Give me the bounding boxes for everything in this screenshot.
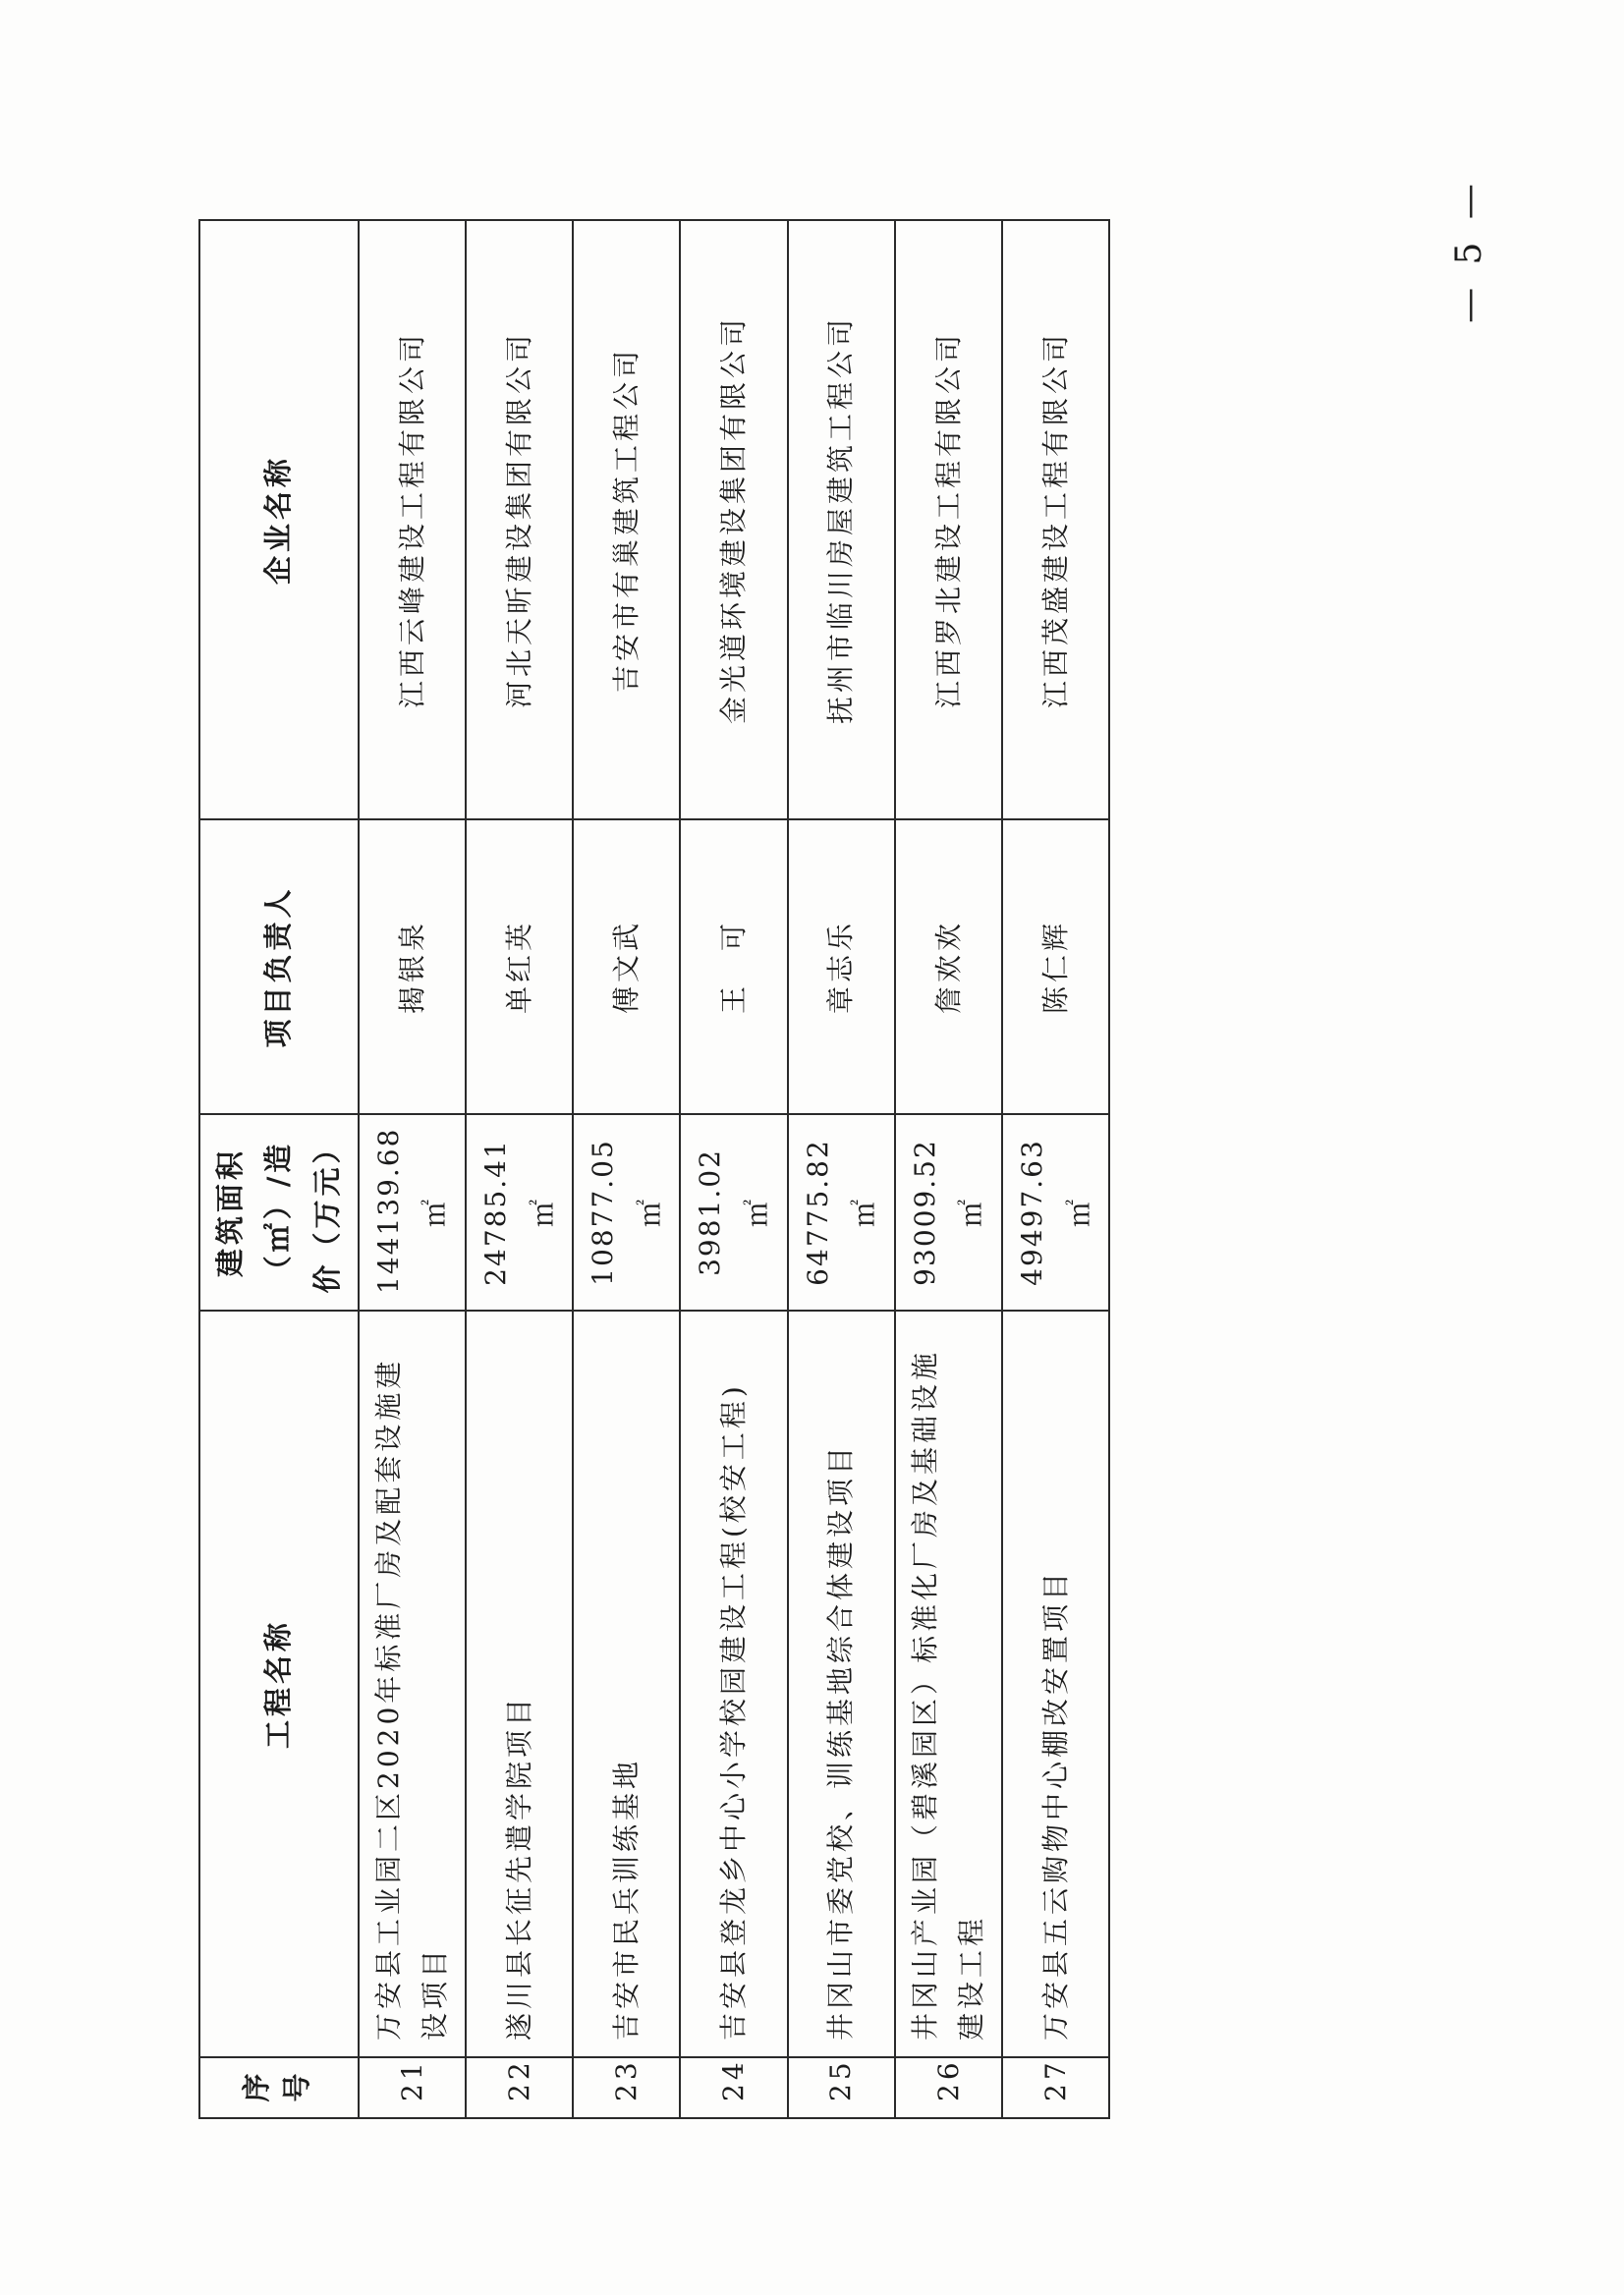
cell-area-cost: 3981.02 ㎡ [680,1114,787,1311]
cell-project-name: 万安县工业园二区2020年标准厂房及配套设施建设项目 [359,1311,466,2057]
table-row [895,220,1002,2118]
cell-area-cost: 49497.63 ㎡ [1002,1114,1109,1311]
cell-seq: 26 [895,2057,1002,2118]
cell-company: 抚州市临川房屋建筑工程公司 [788,220,895,819]
rotated-table-container [198,221,1095,2119]
cell-area-cost: 24785.41 ㎡ [466,1114,573,1311]
cell-area-cost: 64775.82 ㎡ [788,1114,895,1311]
cell-project-name: 井冈山产业园（碧溪园区）标准化厂房及基础设施建设工程 [895,1311,1002,2057]
page-number: — 5 — [1449,178,1489,323]
table-header-row [199,220,359,2118]
table-row [788,220,895,2118]
cell-company: 河北天昕建设集团有限公司 [466,220,573,819]
project-table-wrapper [198,221,1095,2119]
cell-project-name: 吉安市民兵训练基地 [573,1311,680,2057]
cell-company: 江西茂盛建设工程有限公司 [1002,220,1109,819]
cell-seq: 24 [680,2057,787,2118]
project-table [198,219,1110,2119]
table-row [359,220,466,2118]
table-row [680,220,787,2118]
cell-seq: 22 [466,2057,573,2118]
cell-seq: 25 [788,2057,895,2118]
cell-area-cost: 93009.52 ㎡ [895,1114,1002,1311]
cell-company: 江西云峰建设工程有限公司 [359,220,466,819]
cell-manager: 王 可 [680,819,787,1114]
cell-manager: 陈仁辉 [1002,819,1109,1114]
header-company: 企业名称 [199,220,359,819]
cell-manager: 揭银泉 [359,819,466,1114]
cell-company: 金光道环境建设集团有限公司 [680,220,787,819]
cell-seq: 27 [1002,2057,1109,2118]
cell-project-name: 吉安县登龙乡中心小学校园建设工程(校安工程) [680,1311,787,2057]
header-manager: 项目负责人 [199,819,359,1114]
table-row [466,220,573,2118]
cell-area-cost: 10877.05 ㎡ [573,1114,680,1311]
cell-manager: 詹欢欢 [895,819,1002,1114]
cell-seq: 23 [573,2057,680,2118]
cell-project-name: 万安县五云购物中心棚改安置项目 [1002,1311,1109,2057]
header-seq: 序号 [199,2057,359,2118]
cell-seq: 21 [359,2057,466,2118]
table-row [1002,220,1109,2118]
cell-company: 江西罗北建设工程有限公司 [895,220,1002,819]
table-row [573,220,680,2118]
header-project-name: 工程名称 [199,1311,359,2057]
cell-company: 吉安市有巢建筑工程公司 [573,220,680,819]
cell-manager: 章志乐 [788,819,895,1114]
cell-project-name: 遂川县长征先遣学院项目 [466,1311,573,2057]
cell-manager: 傅文武 [573,819,680,1114]
cell-manager: 单红英 [466,819,573,1114]
cell-area-cost: 144139.68 ㎡ [359,1114,466,1311]
cell-project-name: 井冈山市委党校、训练基地综合体建设项目 [788,1311,895,2057]
header-area-cost: 建筑面积（㎡）/造价（万元） [199,1114,359,1311]
